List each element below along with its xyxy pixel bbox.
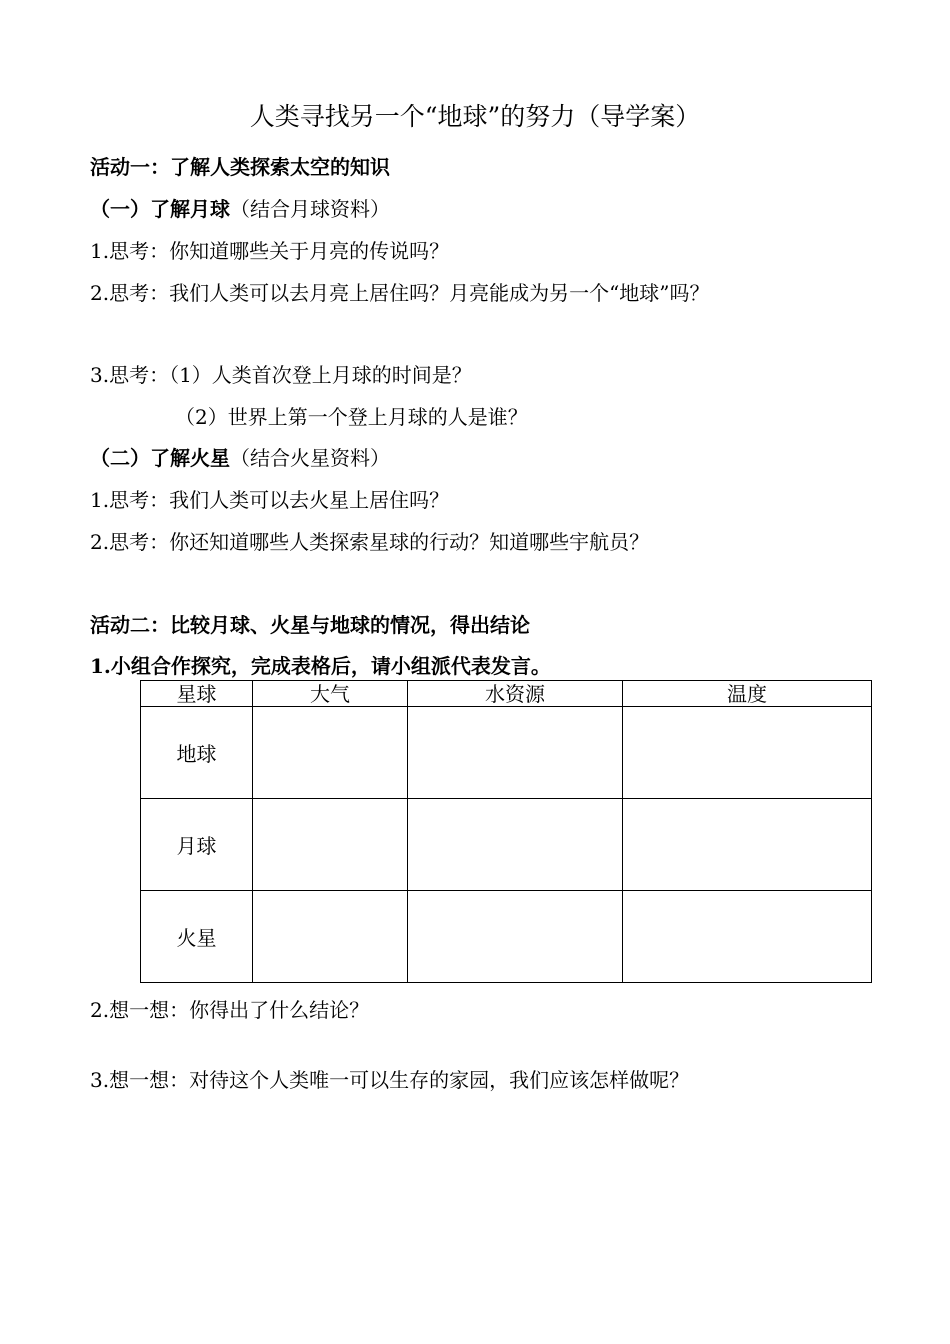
- moon-temperature-cell[interactable]: [623, 799, 872, 891]
- activity-two-heading: 活动二：比较月球、火星与地球的情况，得出结论: [90, 613, 530, 637]
- table-row-moon: [141, 799, 872, 891]
- moon-question-1: 1.思考：你知道哪些关于月亮的传说吗？: [90, 239, 450, 263]
- page-title: 人类寻找另一个“地球”的努力（导学案）: [249, 102, 701, 131]
- mars-atmosphere-cell[interactable]: [253, 891, 408, 983]
- header-atmosphere: 大气: [253, 681, 408, 707]
- mars-question-1: 1.思考：我们人类可以去火星上居住吗？: [90, 488, 450, 512]
- moon-question-3: 3.思考：（1）人类首次登上月球的时间是？: [90, 363, 472, 387]
- row-label-earth: 地球: [141, 707, 253, 799]
- earth-temperature-cell[interactable]: [623, 707, 872, 799]
- mars-section-heading: [90, 445, 390, 471]
- table-row-mars: [141, 891, 872, 983]
- header-water-resources: 水资源: [408, 681, 623, 707]
- activity-one-heading: 活动一：了解人类探索太空的知识: [90, 155, 390, 179]
- earth-atmosphere-cell[interactable]: [253, 707, 408, 799]
- homeland-question: 3.想一想：对待这个人类唯一可以生存的家园，我们应该怎样做呢？: [90, 1068, 690, 1092]
- mars-temperature-cell[interactable]: [623, 891, 872, 983]
- conclusion-question: 2.想一想：你得出了什么结论？: [90, 998, 370, 1022]
- earth-water-cell[interactable]: [408, 707, 623, 799]
- moon-question-2: 2.思考：我们人类可以去月亮上居住吗？月亮能成为另一个“地球”吗？: [90, 281, 710, 305]
- table-row-earth: [141, 707, 872, 799]
- mars-heading-note: （结合火星资料）: [230, 446, 390, 470]
- planet-comparison-table: [140, 680, 872, 983]
- moon-question-3-part-2: （2）世界上第一个登上月球的人是谁？: [175, 405, 528, 429]
- header-planet: 星球: [141, 681, 253, 707]
- moon-heading-label: （一）了解月球: [90, 197, 230, 221]
- mars-water-cell[interactable]: [408, 891, 623, 983]
- moon-atmosphere-cell[interactable]: [253, 799, 408, 891]
- row-label-moon: 月球: [141, 799, 253, 891]
- moon-heading-note: （结合月球资料）: [230, 197, 390, 221]
- header-temperature: 温度: [623, 681, 872, 707]
- mars-question-2: 2.思考：你还知道哪些人类探索星球的行动？知道哪些宇航员？: [90, 530, 650, 554]
- table-header-row: [141, 681, 872, 707]
- mars-heading-label: （二）了解火星: [90, 446, 230, 470]
- row-label-mars: 火星: [141, 891, 253, 983]
- moon-section-heading: [90, 196, 390, 222]
- group-task-instruction: 1.小组合作探究，完成表格后，请小组派代表发言。: [90, 654, 551, 678]
- moon-water-cell[interactable]: [408, 799, 623, 891]
